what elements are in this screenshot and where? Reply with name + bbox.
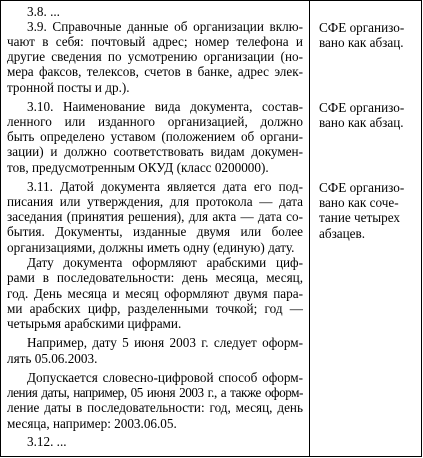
text-line: чают в себя: почтовый адрес; номер телефона и <box>7 34 303 49</box>
text-line: год. День месяца и месяц оформляют двумя пара- <box>7 286 303 301</box>
text-line: зации) и должно соответствовать видам докумен- <box>7 144 303 159</box>
text-line: мера факсов, телексов, счетов в банке, адрес элек- <box>7 64 303 79</box>
note-line: СФЕ организо- <box>319 100 405 115</box>
text-line: четырьмя арабскими цифрами. <box>7 316 182 331</box>
text-line: ленного или изданного организацией, должно <box>7 114 303 129</box>
text-line: Например, дату 5 июня 2003 г. следует оформ- <box>27 335 303 350</box>
text-line: Допускается словесно-цифровой способ оформ- <box>27 370 303 385</box>
note-line: вано как абзац. <box>319 35 404 50</box>
text-line: ление даты в последовательности: год, месяц, день <box>7 400 303 415</box>
text-line: писания или утверждения, для протокола — дата <box>7 194 303 209</box>
text-line: месяца, например: 2003.06.05. <box>7 416 177 431</box>
text-line: ления даты, например, 05 июня 2003 г., а также оформ- <box>7 385 303 400</box>
text-line: заседания (принятия решения), для акта — дата со- <box>7 209 303 224</box>
note-line: вано как абзац. <box>319 115 404 130</box>
note-line: СФЕ организо- <box>319 20 405 35</box>
note-line: тание четырех <box>319 210 401 225</box>
note-line: вано как соче- <box>319 195 399 210</box>
text-line: бытия. Документы, изданные двумя или более <box>7 224 303 239</box>
text-line: организациями, должны иметь одну (единую) дату. <box>7 240 295 255</box>
note-line: абзацев. <box>319 226 366 241</box>
text-line: ми арабских цифр, разделенными точкой; год — <box>7 301 303 316</box>
text-line: 3.12. ... <box>27 434 67 449</box>
text-line: быть определено уставом (положением об органи- <box>7 129 303 144</box>
text-line: рами в последовательности: день месяца, месяц, <box>7 270 303 285</box>
note-line: СФЕ организо- <box>319 180 405 195</box>
text-line: тронной посты и др.). <box>7 80 130 95</box>
text-line: 3.10. Наименование вида документа, состав- <box>27 99 303 114</box>
text-line: другие сведения по усмотрению организации (но- <box>7 49 303 64</box>
text-line: 3.11. Датой документа является дата его под- <box>27 179 303 194</box>
column-divider <box>309 1 310 456</box>
text-line: лять 05.06.2003. <box>7 351 98 366</box>
text-line: 3.8. ... <box>27 4 60 19</box>
text-line: тов, предусмотренным ОКУД (класс 0200000). <box>7 160 269 175</box>
text-line: Дату документа оформляют арабскими циф- <box>27 255 303 270</box>
text-line: 3.9. Справочные данные об организации вклю- <box>27 19 303 34</box>
